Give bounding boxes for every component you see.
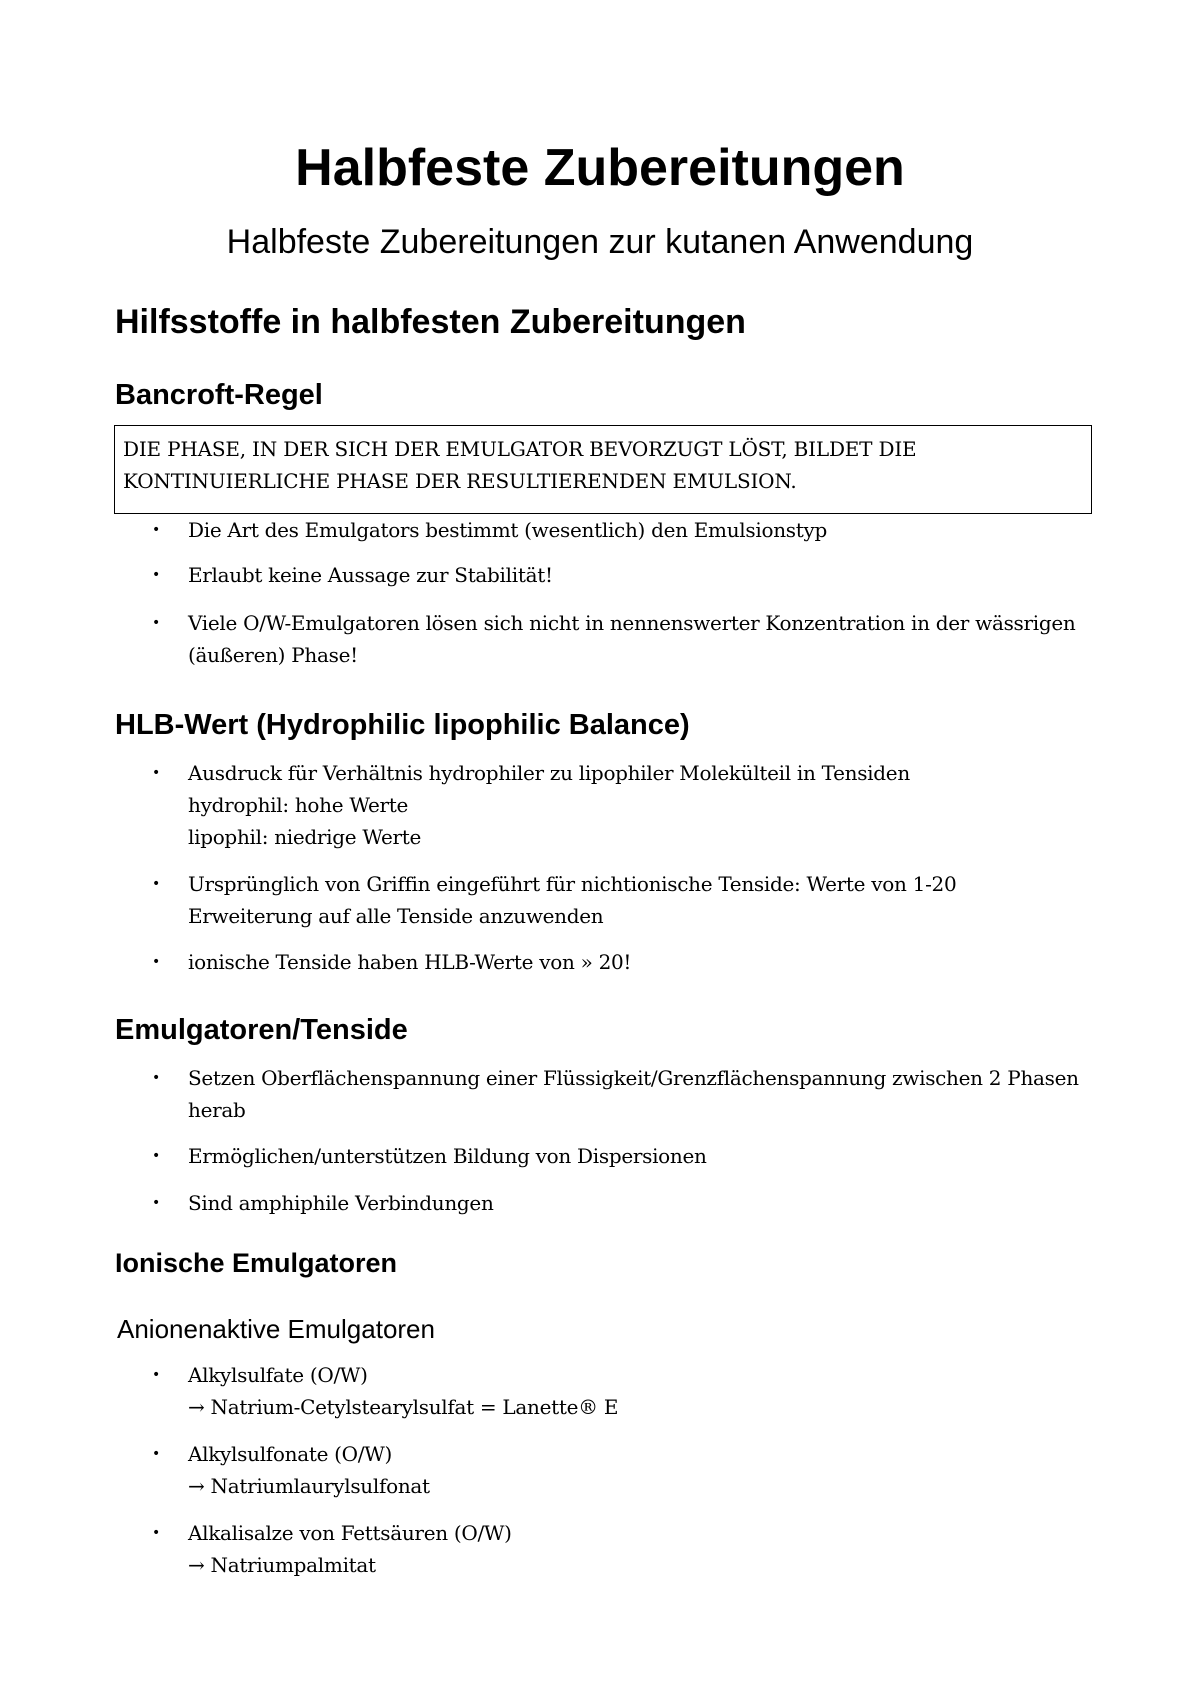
bullet-icon: • [152,522,160,538]
bancroft-rule-box [114,425,1092,514]
list-item-text: Ursprünglich von Griffin eingeführt für nichtionische Tenside: Werte von 1-20 [188,872,957,896]
rule-text-line: KONTINUIERLICHE PHASE DER RESULTIERENDEN EMULSION. [123,469,797,493]
list-item-text: → Natriumlaurylsulfonat [188,1474,430,1498]
list-item-text: herab [188,1098,246,1122]
list-item-text: (äußeren) Phase! [188,643,358,667]
list-item-text: ionische Tenside haben HLB-Werte von » 20! [188,950,632,974]
heading-anionenaktive-emulgatoren: Anionenaktive Emulgatoren [117,1314,435,1344]
bullet-icon: • [152,615,160,631]
bullet-icon: • [152,1446,160,1462]
list-item-text: Erlaubt keine Aussage zur Stabilität! [188,563,553,587]
heading-hilfsstoffe: Hilfsstoffe in halbfesten Zubereitungen [115,303,746,341]
list-item-text: Alkalisalze von Fettsäuren (O/W) [188,1521,512,1545]
bullet-icon: • [152,1070,160,1086]
bullet-icon: • [152,1148,160,1164]
list-item-text: → Natriumpalmitat [188,1553,376,1577]
list-item-text: Viele O/W-Emulgatoren lösen sich nicht in nennenswerter Konzentration in der wässrigen [188,611,1076,635]
list-item-text: Erweiterung auf alle Tenside anzuwenden [188,904,604,928]
heading-emulgatoren-tenside: Emulgatoren/Tenside [115,1014,408,1046]
list-item-text: Alkylsulfonate (O/W) [188,1442,392,1466]
bullet-icon: • [152,567,160,583]
list-item-text: Die Art des Emulgators bestimmt (wesentlich) den Emulsionstyp [188,518,827,542]
heading-ionische-emulgatoren: Ionische Emulgatoren [115,1248,398,1278]
bullet-icon: • [152,876,160,892]
bullet-icon: • [152,1525,160,1541]
page-title: Halbfeste Zubereitungen [295,139,905,197]
list-item-text: → Natrium-Cetylstearylsulfat = Lanette® E [188,1395,619,1419]
rule-text-line: DIE PHASE, IN DER SICH DER EMULGATOR BEVORZUGT LÖST, BILDET DIE [123,437,917,461]
heading-hlb-wert: HLB-Wert (Hydrophilic lipophilic Balance) [115,709,690,741]
list-item-text: Ermöglichen/unterstützen Bildung von Dispersionen [188,1144,707,1168]
list-item-text: Alkylsulfate (O/W) [188,1363,368,1387]
page-subtitle: Halbfeste Zubereitungen zur kutanen Anwendung [226,223,974,261]
list-item-text: Ausdruck für Verhältnis hydrophiler zu lipophiler Molekülteil in Tensiden [188,761,910,785]
bullet-icon: • [152,765,160,781]
list-item-text: Sind amphiphile Verbindungen [188,1191,494,1215]
bullet-icon: • [152,954,160,970]
list-item-text: lipophil: niedrige Werte [188,825,422,849]
bullet-icon: • [152,1195,160,1211]
list-item-text: Setzen Oberflächenspannung einer Flüssigkeit/Grenzflächenspannung zwischen 2 Phasen [188,1066,1079,1090]
bullet-icon: • [152,1367,160,1383]
heading-bancroft-regel: Bancroft-Regel [115,379,323,411]
list-item-text: hydrophil: hohe Werte [188,793,409,817]
